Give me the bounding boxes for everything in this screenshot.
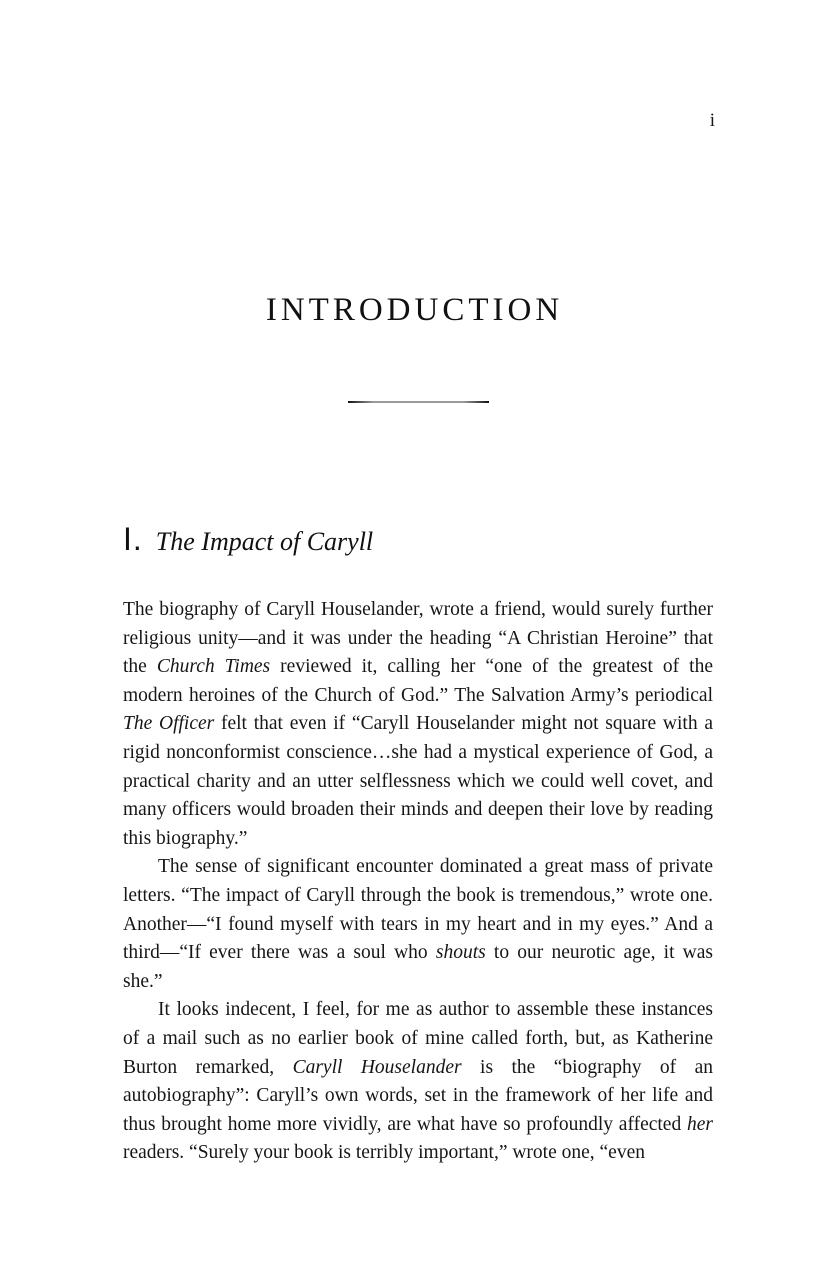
section-title: The Impact of Caryll bbox=[155, 527, 374, 556]
paragraph bbox=[123, 853, 713, 996]
italic-text-segment: Caryll Houselander bbox=[292, 1056, 462, 1078]
decorative-rule bbox=[348, 401, 489, 403]
chapter-title: INTRODUCTION bbox=[265, 292, 564, 328]
text-segment: to our neurotic age, it was she.” bbox=[123, 942, 713, 992]
text-segment: It looks indecent, I feel, for me as author to assemble these instances of a mail such as no earlier book of mine called forth, but, as Katherine Burton remarked, bbox=[123, 999, 713, 1078]
body-text bbox=[123, 596, 713, 1168]
text-segment: readers. “Surely your book is terribly important,” wrote one, “even bbox=[123, 1142, 645, 1164]
text-segment: reviewed it, calling her “one of the greatest of the modern heroines of the Church of God.” The Salvation Army’s periodical bbox=[123, 656, 713, 706]
italic-text-segment: shouts bbox=[435, 942, 486, 964]
italic-text-segment: Church Times bbox=[156, 656, 271, 678]
section-numeral: I. bbox=[123, 521, 143, 557]
text-segment: The biography of Caryll Houselander, wrote a friend, would surely further religious unity—and it was under the heading “A Christian Heroine” that the bbox=[123, 599, 713, 678]
section-heading bbox=[123, 521, 373, 558]
text-segment: felt that even if “Caryll Houselander might not square with a rigid nonconformist conscience…she had a mystical experience of God, a practical charity and an utter selflessness which we could well covet, and many officers would broaden their minds and deepen their love by reading this biography.” bbox=[123, 713, 713, 849]
paragraph bbox=[123, 596, 713, 853]
italic-text-segment: her bbox=[687, 1113, 713, 1135]
text-segment: is the “biography of an autobiography”: Caryll’s own words, set in the framework of her life and thus brought home more vividly, are what have so profoundly affected bbox=[123, 1056, 714, 1135]
paragraph bbox=[123, 996, 713, 1168]
text-segment: The sense of significant encounter dominated a great mass of private letters. “The impact of Caryll through the book is tremendous,” wrote one. Another—“I found myself with tears in my heart and in my eyes.” And a third—“If ever there was a soul who bbox=[123, 856, 713, 964]
page-number: i bbox=[709, 110, 715, 131]
italic-text-segment: The Officer bbox=[123, 713, 215, 735]
